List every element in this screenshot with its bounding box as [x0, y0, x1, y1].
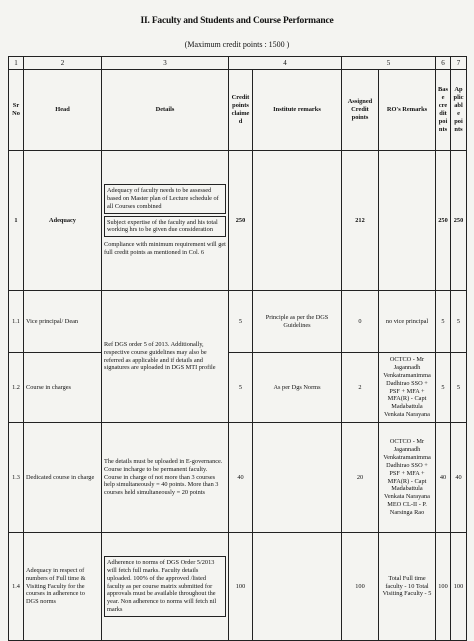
header-base-credit: Base credit points [436, 70, 451, 151]
assigned-credit: 20 [342, 423, 379, 533]
section-subtitle: (Maximum credit points : 1500 ) [184, 40, 290, 49]
base-credit: 5 [436, 353, 451, 423]
sr-no: 1.4 [9, 533, 24, 641]
details-cell: The details must be uploaded in E-governance. Course incharge to be permanent faculty. Course in charge of not more than 3 courses help simultaneously = 40 points. More than 3 courses held simultaneously = 20 points [102, 423, 229, 533]
details-cell [102, 533, 229, 641]
detail-item: Adherence to norms of DGS Order 5/2013 will fetch full marks. Faculty details uploaded. 100% of the approved /listed faculty as per course matrix submitted for approvals must be available throughout the year. Non adherence to norms will fetch nil marks [104, 556, 226, 617]
table-row [9, 353, 467, 423]
detail-item: Adequacy of faculty needs to be assessed based on Master plan of Lecture schedule of all Courses combined [104, 184, 226, 214]
head-cell: Vice principal/ Dean [24, 291, 102, 353]
table-row [9, 151, 467, 291]
table-row [9, 533, 467, 641]
col-number: 2 [24, 57, 102, 70]
header-assigned-credit: Assigned Credit points [342, 70, 379, 151]
assigned-credit: 0 [342, 291, 379, 353]
head-cell: Adequacy [24, 151, 102, 291]
institute-remarks [253, 151, 342, 291]
header-institute-remarks: Institute remarks [253, 70, 342, 151]
sr-no: 1.3 [9, 423, 24, 533]
credit-claimed: 250 [229, 151, 253, 291]
head-cell: Course in charges [24, 353, 102, 423]
sr-no: 1.1 [9, 291, 24, 353]
base-credit: 5 [436, 291, 451, 353]
table-row [9, 423, 467, 533]
head-cell: Adequacy in respect of numbers of Full time & Visiting Faculty for the courses in adherence to DGS norms [24, 533, 102, 641]
sr-no: 1 [9, 151, 24, 291]
header-applicable-points: Applic able points [451, 70, 467, 151]
header-row [9, 70, 467, 151]
assigned-credit: 212 [342, 151, 379, 291]
ro-remarks: Total Full time faculty - 10 Total Visiting Faculty - 5 [379, 533, 436, 641]
details-cell: Ref DGS order 5 of 2013. Additionally, respective course guidelines may also be referred as applicable and if details and signatures are uploaded in DGS MTI profile [102, 291, 229, 423]
base-credit: 40 [436, 423, 451, 533]
col-number: 7 [451, 57, 467, 70]
detail-item: Subject expertise of the faculty and his total working hrs to be given due consideration [104, 216, 226, 238]
header-credit-claimed: Credit points claimed [229, 70, 253, 151]
header-sr-no: Sr No [9, 70, 24, 151]
assigned-credit: 100 [342, 533, 379, 641]
ro-remarks: OCTCO - Mr Jagannadh Venkatramanimma Dadhirao SSO + PSF + MFA + MFA(R) - Capt Madabattula Venkata Narayana MEO CL-II - P. Narsinga Rao [379, 423, 436, 533]
credit-claimed: 5 [229, 353, 253, 423]
header-details: Details [102, 70, 229, 151]
header-head: Head [24, 70, 102, 151]
applicable-points: 40 [451, 423, 467, 533]
applicable-points: 5 [451, 353, 467, 423]
applicable-points: 5 [451, 291, 467, 353]
col-number: 6 [436, 57, 451, 70]
credit-claimed: 5 [229, 291, 253, 353]
performance-table [8, 56, 467, 641]
section-title: II. Faculty and Students and Course Performance [140, 16, 334, 26]
institute-remarks: As per Dgs Norms [253, 353, 342, 423]
base-credit: 100 [436, 533, 451, 641]
ro-remarks: OCTCO - Mr Jagannadh Venkatramanimma Dadhirao SSO + PSF + MFA + MFA(R) - Capt Madabattula Venkata Narayana [379, 353, 436, 423]
institute-remarks [253, 533, 342, 641]
applicable-points: 100 [451, 533, 467, 641]
institute-remarks: Principle as per the DGS Guidelines [253, 291, 342, 353]
credit-claimed: 100 [229, 533, 253, 641]
base-credit: 250 [436, 151, 451, 291]
col-number: 4 [229, 57, 342, 70]
col-number: 1 [9, 57, 24, 70]
institute-remarks [253, 423, 342, 533]
ro-remarks: no vice principal [379, 291, 436, 353]
applicable-points: 250 [451, 151, 467, 291]
ro-remarks [379, 151, 436, 291]
table-row [9, 291, 467, 353]
header-ro-remarks: RO's Remarks [379, 70, 436, 151]
head-cell: Dedicated course in charge [24, 423, 102, 533]
detail-item: Compliance with minimum requirement will get full credit points as mentioned in Col. 6 [104, 241, 226, 257]
assigned-credit: 2 [342, 353, 379, 423]
details-cell [102, 151, 229, 291]
col-number: 5 [342, 57, 436, 70]
sr-no: 1.2 [9, 353, 24, 423]
credit-claimed: 40 [229, 423, 253, 533]
col-number: 3 [102, 57, 229, 70]
column-number-row [9, 57, 467, 70]
